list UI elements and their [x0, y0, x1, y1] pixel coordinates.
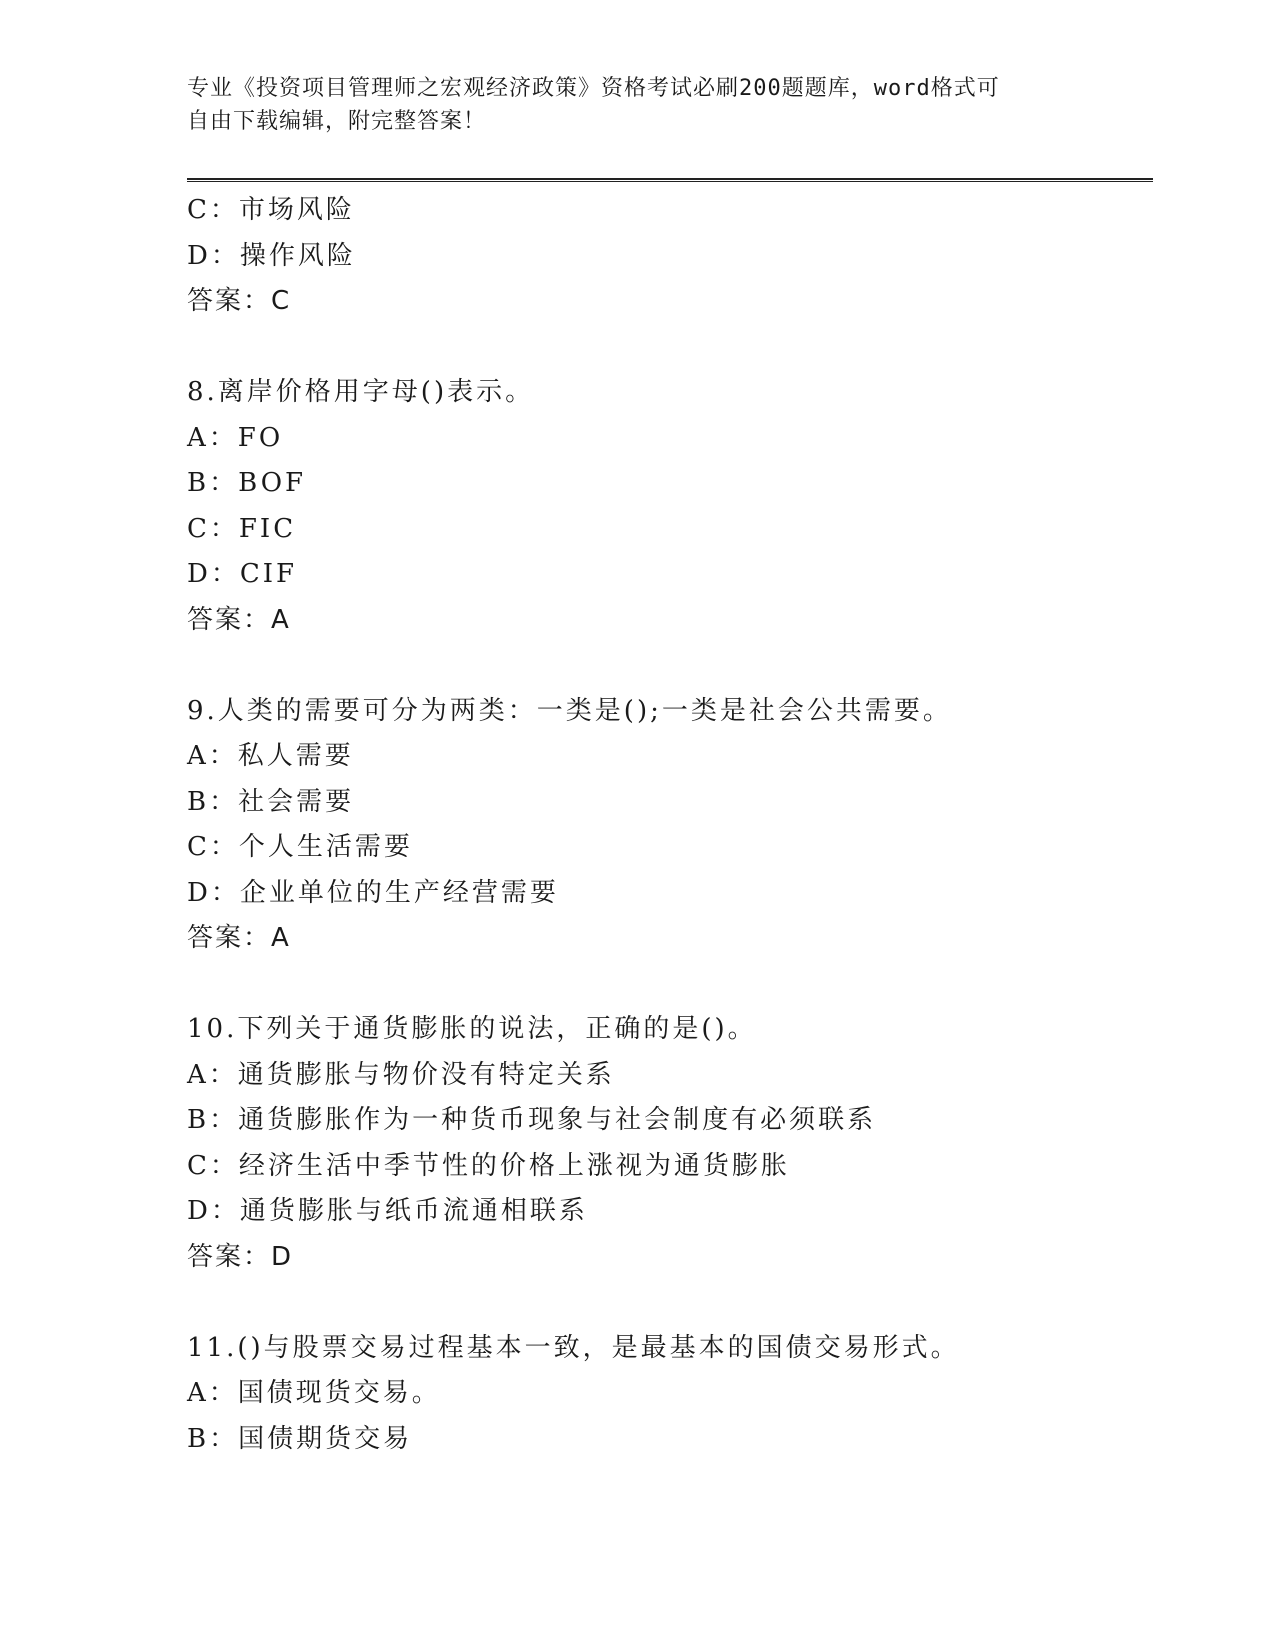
option-b: B：通货膨胀作为一种货币现象与社会制度有必须联系 [187, 1105, 877, 1135]
option-a: A：国债现货交易。 [187, 1378, 441, 1408]
option-d: D：CIF [187, 559, 298, 589]
answer-line: 答案：A [187, 604, 291, 635]
spacer [187, 325, 1147, 371]
question-stem: 11.()与股票交易过程基本一致，是最基本的国债交易形式。 [187, 1332, 960, 1363]
document-header [187, 72, 1087, 138]
header-line-1: 专业《投资项目管理师之宏观经济政策》资格考试必刷200题题库，word格式可 [187, 76, 1000, 101]
answer-line: 答案：C [187, 286, 292, 316]
option-a: A：私人需要 [187, 741, 354, 771]
header-line-2: 自由下载编辑，附完整答案！ [187, 109, 487, 134]
spacer [187, 643, 1147, 689]
answer-line: 答案：D [187, 1241, 294, 1272]
option-b: B：社会需要 [187, 786, 355, 817]
option-d: D：操作风险 [187, 240, 356, 271]
option-c: C：经济生活中季节性的价格上涨视为通货膨胀 [187, 1150, 790, 1181]
question-list [187, 188, 1147, 1462]
option-c: C：个人生活需要 [187, 832, 413, 862]
question-stem: 8.离岸价格用字母()表示。 [187, 377, 535, 407]
option-d: D：企业单位的生产经营需要 [187, 877, 559, 908]
option-a: A：FO [187, 422, 284, 453]
header-divider [187, 178, 1153, 182]
option-c: C：市场风险 [187, 195, 355, 225]
answer-line: 答案：A [187, 923, 291, 953]
question-stem: 10.下列关于通货膨胀的说法，正确的是()。 [187, 1014, 757, 1044]
spacer [187, 962, 1147, 1008]
option-a: A：通货膨胀与物价没有特定关系 [187, 1059, 615, 1090]
option-c: C：FIC [187, 513, 297, 544]
option-b: B：国债期货交易 [187, 1423, 413, 1454]
option-d: D：通货膨胀与纸币流通相联系 [187, 1196, 588, 1226]
question-stem: 9.人类的需要可分为两类：一类是();一类是社会公共需要。 [187, 695, 952, 726]
spacer [187, 1280, 1147, 1326]
option-b: B：BOF [187, 468, 307, 498]
